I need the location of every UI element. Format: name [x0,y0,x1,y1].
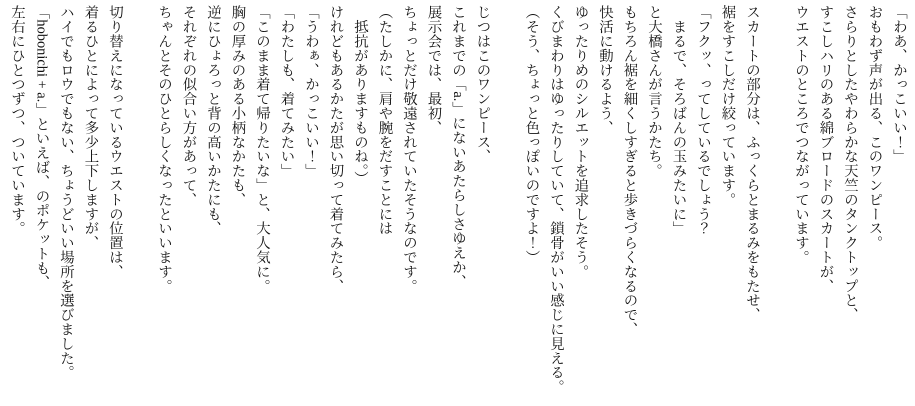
text-line: これまでの「a.」にないあたらしさゆえか、 [450,5,466,289]
paragraph-skirt-shape [519,5,764,402]
text-line: 着るひとによって多少上下しますが、 [82,5,99,250]
text-line: すこしハリのある綿ブロードのスカートが、 [817,5,834,293]
text-line: くびまわりはゆったりしていて、鎖骨がいい感じに見える。 [548,5,564,394]
text-line: 切り替えになっているウエストの位置は、 [107,5,123,279]
text-line: 「フクッ、ってしているでしょう？ [695,5,711,236]
text-line: さらりとしたやわらかな天竺のタンクトップと、 [842,5,858,322]
text-line: （そう、ちょっと色っぽいのですよ！） [523,5,540,265]
text-line: 「わあ、かっこいい！」 [891,5,907,164]
text-line: 左右にひとつずつ、ついています。 [9,5,25,236]
text-line: けれどもあるかたが思い切って着てみたら、 [327,5,344,293]
text-line: 「うわぁ、かっこいい！」 [303,5,319,178]
paragraph-exhibition-story [152,5,495,402]
text-line: 「わたしも、着てみたい」 [278,5,295,178]
text-line: ゆったりめのシルエットを追求したそう。 [572,5,589,279]
text-line: 裾をすこしだけ絞っています。 [719,5,736,207]
text-line: ハイでもロウでもない、ちょうどいい場所を選びました。 [58,5,74,380]
paragraph-waist-pockets [5,5,128,402]
text-line: （たしかに、肩や腕をだすことには [376,5,393,236]
text-line: 胸の厚みのある小柄なかたも、 [229,5,246,207]
text-line: スカートの部分は、ふっくらとまるみをもたせ、 [744,5,760,322]
text-line: じつはこのワンピース、 [474,5,491,164]
text-line: ちゃんとそのひとらしくなったといいます。 [156,5,172,293]
text-line: それぞれの似合い方があって、 [180,5,197,207]
text-line: 展示会では、最初、 [425,5,442,135]
text-line: おもわず声が出る、このワンピース。 [866,5,883,250]
text-line: もちろん裾を細くしすぎると歩きづらくなるので、 [621,5,638,337]
text-line: 「このまま着て帰りたいな」と、大人気に。 [254,5,270,293]
text-line: 逆にひょろっと背の高いかたにも、 [205,5,221,236]
text-line: と大橋さんが言うかたち。 [646,5,662,178]
text-line: ちょっとだけ敬遠されていたそうなのです。 [401,5,417,293]
text-line: まるで、そろばんの玉みたいに」 [670,5,687,236]
text-line: 抵抗がありますものね。） [352,5,368,185]
text-line: ウエストのところでつながっています。 [793,5,809,265]
paragraph-intro [789,5,912,402]
text-line: 快活に動けるよう、 [597,5,613,135]
text-line: 「hobonichi + a.」といえば、のポケットも、 [33,5,50,290]
